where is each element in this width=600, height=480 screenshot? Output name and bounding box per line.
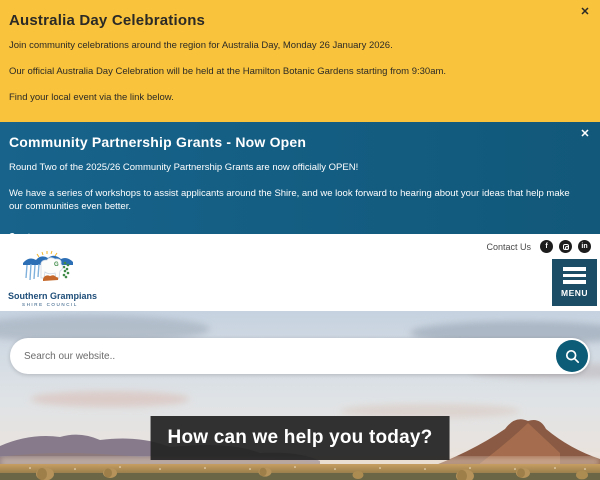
search-input[interactable]	[24, 338, 464, 374]
search-icon	[565, 349, 580, 364]
council-logo[interactable]	[8, 250, 98, 307]
alert-paragraph: Join community celebrations around the region for Australia Day, Monday 26 January 2026.	[9, 40, 393, 51]
contact-row	[486, 240, 591, 253]
site-search	[10, 338, 590, 374]
alert-paragraph: Round Two of the 2025/26 Community Partnership Grants are now officially OPEN!	[9, 162, 359, 173]
alert-title: Australia Day Celebrations	[9, 12, 206, 29]
alert-paragraph: Find your local event via the link below.	[9, 92, 174, 103]
alert-title: Community Partnership Grants - Now Open	[9, 134, 307, 150]
hero-heading: How can we help you today?	[151, 416, 450, 460]
instagram-icon[interactable]	[559, 240, 572, 253]
facebook-icon[interactable]: f	[540, 240, 553, 253]
alert-banner-grants	[0, 122, 600, 234]
alert-paragraph: Our official Australia Day Celebration will be held at the Hamilton Botanic Gardens starting from 9:30am.	[9, 66, 447, 77]
close-icon[interactable]: ✕	[578, 5, 592, 19]
instagram-glyph	[563, 244, 569, 250]
logo-subtitle: SHIRE COUNCIL	[21, 302, 79, 307]
menu-label: MENU	[560, 287, 589, 298]
svg-text:G: G	[54, 262, 59, 268]
alert-paragraph: We have a series of workshops to assist applicants around the Shire, and we look forward to hearing about your ideas that help make our communities even better.	[9, 187, 570, 212]
menu-button[interactable]	[552, 259, 597, 306]
contact-us-link[interactable]: Contact Us	[486, 241, 531, 252]
search-button[interactable]	[556, 340, 588, 372]
logo-title: Southern Grampians	[8, 291, 98, 301]
council-logo-icon	[21, 250, 79, 286]
close-icon[interactable]: ✕	[578, 127, 592, 141]
linkedin-icon[interactable]: in	[578, 240, 591, 253]
hamburger-icon	[563, 267, 586, 284]
hero-section	[0, 311, 600, 480]
site-header	[0, 234, 600, 311]
alert-banner-australia-day	[0, 0, 600, 122]
